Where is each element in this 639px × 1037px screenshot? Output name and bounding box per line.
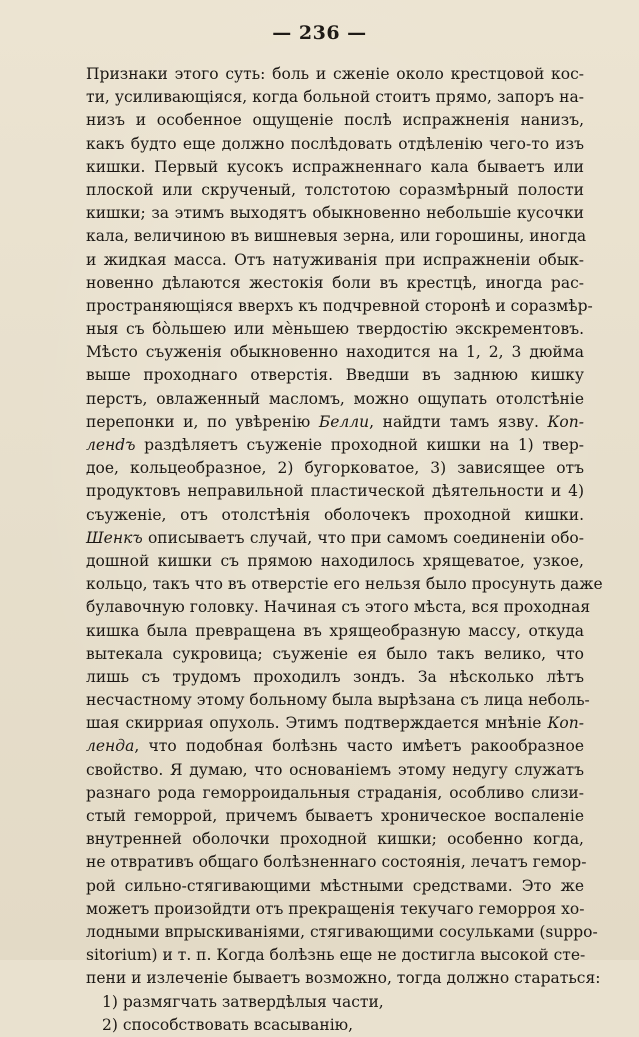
text-segment: перепонки и, по увѣренію [86, 412, 319, 431]
text-line [86, 318, 584, 341]
page-number: — 236 — [272, 22, 367, 44]
text-segment: 1) размягчать затвердѣлыя части, [102, 992, 384, 1011]
text-segment: разнаго рода геморроидальныя страданія, особливо слизи- [86, 783, 584, 802]
text-line [86, 759, 584, 782]
text-segment: пени и излеченіе бываетъ возможно, тогда должно стараться: [86, 969, 601, 988]
text-segment: дошной кишки съ прямою находилось хрящеватое, узкое, [86, 551, 584, 570]
text-segment: перстъ, овлаженный масломъ, можно ощупать отолстѣніе [86, 389, 584, 408]
text-segment: 2) способствовать всасыванію, [102, 1015, 354, 1034]
text-line [86, 828, 584, 851]
text-line [86, 666, 584, 689]
text-line [86, 63, 584, 86]
text-line [86, 805, 584, 828]
text-line [86, 643, 584, 666]
text-line [86, 109, 584, 132]
text-line [86, 875, 584, 898]
text-line [86, 156, 584, 179]
text-line [86, 851, 587, 874]
text-segment: выше проходнаго отверстія. Введши въ заднюю кишку [86, 366, 584, 385]
text-line [86, 596, 591, 619]
text-segment: кала, величиною въ вишневыя зерна, или горошины, иногда [86, 227, 587, 246]
text-segment: рой сильно-стягивающими мѣстными средствами. Это же [86, 876, 584, 895]
italic-name: Коп- [547, 714, 584, 733]
text-segment: внутренней оболочки проходной кишки; особенно когда, [86, 830, 584, 849]
text-segment: несчастному этому больному была вырѣзана съ лица неболь- [86, 691, 590, 710]
text-segment: можетъ произойдти отъ прекращенія текучаго геморроя хо- [86, 899, 585, 918]
text-line [86, 898, 584, 921]
text-segment: Мѣсто съуженія обыкновенно находится на 1, 2, 3 дюйма [86, 343, 584, 362]
text-segment: sitorium) и т. п. Когда болѣзнь еще не достигла высокой сте- [86, 946, 586, 965]
italic-name: Шенкъ [86, 528, 143, 547]
text-line [86, 620, 584, 643]
text-segment: кишки. Первый кусокъ испражненнаго кала бываетъ или [86, 157, 584, 176]
text-segment: съуженіе, отъ отолстѣнія оболочекъ проходной кишки. [86, 505, 584, 524]
text-segment: дое, кольцеобразное, 2) бугорковатое, 3) зависящее отъ [86, 459, 584, 478]
text-segment: плоской или скрученый, толстотою соразмѣрный полости [86, 180, 584, 199]
text-line [86, 480, 584, 503]
text-segment: кишки; за этимъ выходятъ обыкновенно небольшіе кусочки [86, 204, 584, 223]
text-line [86, 550, 584, 573]
text-line [86, 202, 584, 225]
text-line [86, 457, 584, 480]
text-line [86, 504, 584, 527]
text-segment: и жидкая масса. Отъ натуживанія при испражненіи обык- [86, 250, 584, 269]
text-segment: булавочную головку. Начиная съ этого мѣста, вся проходная [86, 598, 591, 617]
text-segment: описываетъ случай, что при самомъ соединеніи обо- [142, 528, 584, 547]
italic-name: ленdъ [86, 436, 136, 454]
text-line [86, 341, 584, 364]
text-line [86, 272, 584, 295]
text-segment: Признаки этого суть: боль и сженіе около крестцовой кос- [86, 65, 584, 83]
text-line [86, 1014, 584, 1037]
text-line [86, 364, 584, 387]
text-line [86, 991, 584, 1014]
text-line [86, 527, 584, 550]
text-segment: новенно дѣлаются жестокія боли въ крестцѣ, иногда рас- [86, 273, 584, 292]
text-line [86, 944, 584, 967]
text-line [86, 689, 590, 712]
text-line [86, 411, 584, 434]
text-segment: лишь съ трудомъ проходилъ зондъ. За нѣсколько лѣтъ [86, 667, 584, 686]
text-segment: раздѣляетъ съуженіе проходной кишки на 1) твер- [135, 436, 584, 454]
text-line [86, 225, 587, 248]
text-segment: лодными впрыскиваніями, стягивающими сосульками (suppo- [86, 922, 598, 941]
text-segment: вытекала сукровица; съуженіе ея было такъ велико, что [86, 644, 584, 663]
text-segment: кишка была превращена въ хрящеобразную массу, откуда [86, 621, 584, 640]
text-segment: продуктовъ неправильной пластической дѣятельности и 4) [86, 482, 584, 501]
text-line [86, 782, 584, 805]
italic-name: ленда [86, 737, 135, 756]
text-segment: шая скирриая опухоль. Этимъ подтверждается мнѣніе [86, 714, 548, 733]
text-line [86, 712, 584, 735]
text-line [86, 133, 584, 156]
text-line [86, 434, 584, 457]
text-line [86, 735, 584, 758]
text-segment: кольцо, такъ что въ отверстіе его нельзя было просунуть даже [86, 575, 603, 594]
text-line [86, 573, 603, 596]
text-line [86, 295, 593, 318]
text-segment: низъ и особенное ощущеніе послѣ испражненія нанизъ, [86, 111, 584, 130]
text-segment: пространяющіяся вверхъ къ подчревной сторонѣ и соразмѣр- [86, 296, 593, 315]
text-line [86, 249, 584, 272]
text-segment: , найдти тамъ язву. [369, 412, 548, 431]
text-segment: стый геморрой, причемъ бываетъ хроническое воспаленіе [86, 807, 584, 825]
text-segment: ныя съ бо̀льшею или мѐньшею твердостію экскрементовъ. [86, 320, 584, 339]
italic-name: Коп- [547, 412, 584, 431]
text-line [86, 967, 601, 990]
text-segment: , что подобная болѣзнь часто имѣетъ ракообразное [134, 737, 584, 756]
text-line [86, 921, 598, 944]
text-segment: какъ будто еще должно послѣдовать отдѣленію чего-то изъ [86, 134, 584, 153]
text-line [86, 388, 584, 411]
text-segment: ти, усиливающіяся, когда больной стоитъ прямо, запоръ на- [86, 88, 584, 107]
text-segment: свойство. Я думаю, что основаніемъ этому недугу служатъ [86, 760, 584, 779]
text-line [86, 179, 584, 202]
text-line [86, 86, 584, 109]
italic-name: Белли [318, 412, 370, 431]
body-text [86, 63, 603, 1037]
text-segment: не отвративъ общаго болѣзненнаго состоянія, лечатъ гемор- [86, 853, 587, 872]
